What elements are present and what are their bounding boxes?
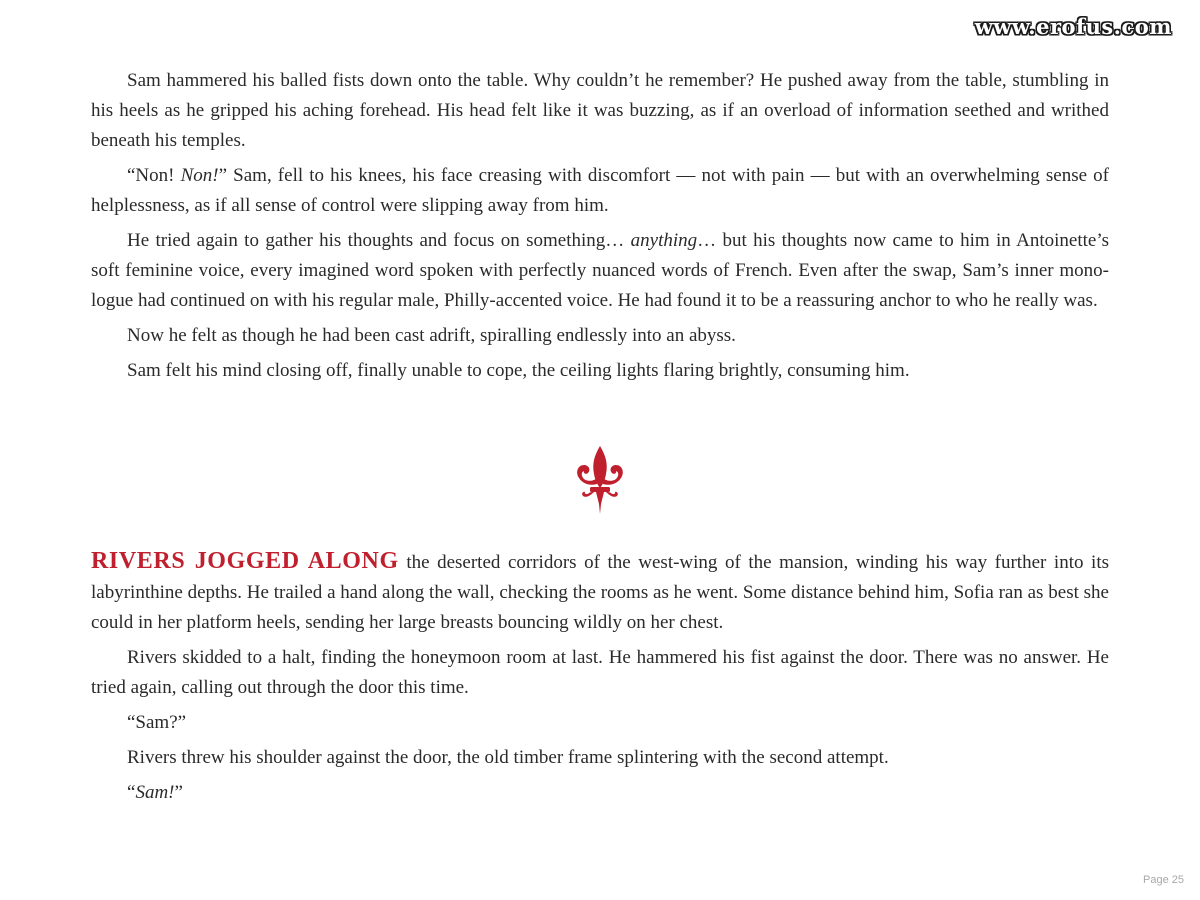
paragraph-text: “Non! xyxy=(127,165,181,186)
paragraph-text: Sam felt his mind closing off, finally unable to cope, the ceiling lights flaring brightly, consuming him. xyxy=(127,360,910,381)
paragraph xyxy=(91,226,1109,316)
paragraph xyxy=(91,743,1109,773)
paragraph xyxy=(91,161,1109,221)
section-one-text xyxy=(91,66,1109,391)
paragraph xyxy=(91,321,1109,351)
page-number: Page 25 xyxy=(1143,874,1184,886)
paragraph xyxy=(91,356,1109,386)
paragraph xyxy=(91,778,1109,808)
paragraph-text: He tried again to gather his thoughts and focus on something… xyxy=(127,230,631,251)
italic-text: Sam! xyxy=(135,782,175,803)
paragraph xyxy=(91,546,1109,638)
paragraph-text: ” Sam, fell to his knees, his face creasing with discomfort — not with pain — but with an overwhelming sense of helplessness, as if all sense of control were slipping away from him. xyxy=(91,165,1109,216)
section-lead-in: RIVERS JOGGED ALONG xyxy=(91,548,399,574)
paragraph-text: ” xyxy=(174,782,183,803)
paragraph-text: the deserted corridors of the west-wing of the mansion, winding his way further into its labyrinthine depths. He trailed a hand along the wall, checking the rooms as he went. Some distance behind him, Sofia ran as best she could in her platform heels, sending her large breasts bouncing wildly on her chest. xyxy=(91,552,1109,633)
paragraph-text: Sam hammered his balled fists down onto the table. Why couldn’t he remember? He pushed away from the table, stumbling in his heels as he gripped his aching forehead. His head felt like it was buzzing, as if an overload of information seethed and writhed beneath his temples. xyxy=(91,70,1109,151)
paragraph-text: “ xyxy=(127,782,136,803)
paragraph xyxy=(91,66,1109,156)
section-two-text xyxy=(91,546,1109,813)
paragraph-text: Now he felt as though he had been cast adrift, spiralling endlessly into an abyss. xyxy=(127,325,736,346)
italic-text: anything xyxy=(630,230,698,251)
paragraph-text: “Sam?” xyxy=(127,712,187,733)
paragraph xyxy=(91,643,1109,703)
paragraph xyxy=(91,708,1109,738)
paragraph-text: … but his thoughts now came to him in Antoinette’s soft feminine voice, every imagined word spoken with perfectly nuanced words of French. Even after the swap, Sam’s inner monologue had continued on with his regular male, Philly-accented voice. He had found it to be a reassuring anchor to who he really was. xyxy=(91,230,1109,311)
paragraph-text: Rivers threw his shoulder against the door, the old timber frame splintering with the second attempt. xyxy=(127,747,889,768)
paragraph-text: Rivers skidded to a halt, finding the honeymoon room at last. He hammered his fist against the door. There was no answer. He tried again, calling out through the door this time. xyxy=(91,647,1109,698)
fleur-de-lis-icon xyxy=(570,444,630,516)
italic-text: Non! xyxy=(180,165,219,186)
watermark-logo: www.erofus.com xyxy=(974,14,1172,39)
